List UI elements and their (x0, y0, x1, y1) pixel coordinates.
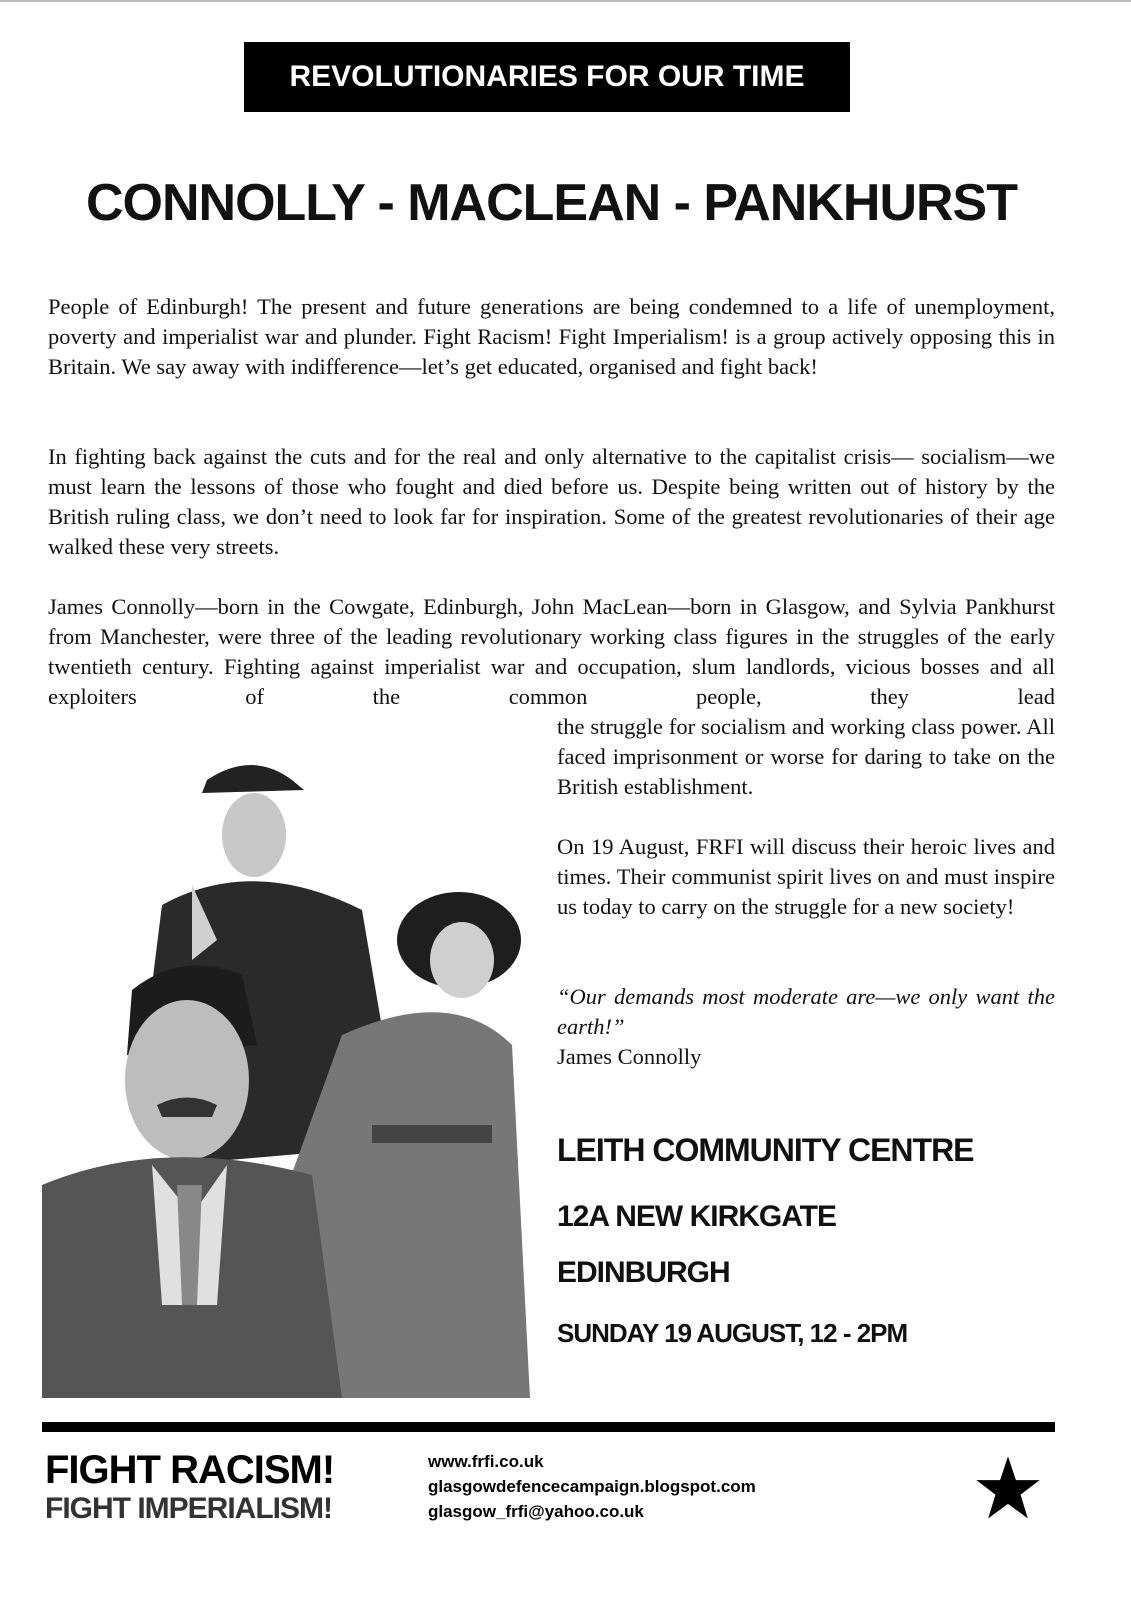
paragraph-3-continued: the struggle for socialism and working class power. All faced imprisonment or worse for daring to take on the British establishment. (557, 714, 1055, 799)
headline (48, 168, 1055, 238)
link-email[interactable]: glasgow_frfi@yahoo.co.uk (428, 1502, 644, 1521)
link-glasgow-defence-campaign[interactable]: glasgowdefencecampaign.blogspot.com (428, 1477, 756, 1496)
venue-name: LEITH COMMUNITY CENTRE (557, 1132, 974, 1168)
slogan-fight-racism: FIGHT RACISM! (45, 1448, 335, 1492)
paragraph-4: On 19 August, FRFI will discuss their heroic lives and times. Their communist spirit lives on and must inspire us today to carry on the struggle for a new society! (557, 834, 1055, 919)
slogan-fight-imperialism: FIGHT IMPERIALISM! (45, 1492, 332, 1525)
revolutionaries-photo-collage (42, 745, 530, 1398)
series-title: REVOLUTIONARIES FOR OUR TIME (289, 60, 805, 93)
venue-address: 12A NEW KIRKGATE (557, 1200, 837, 1233)
event-datetime: SUNDAY 19 AUGUST, 12 - 2PM (557, 1318, 908, 1348)
quote: “Our demands most moderate are—we only want the earth!” (557, 984, 1055, 1039)
top-border (0, 0, 1131, 2)
quote-author: James Connolly (557, 1044, 702, 1069)
venue-city: EDINBURGH (557, 1256, 730, 1289)
paragraph-1: People of Edinburgh! The present and future generations are being condemned to a life of unemployment, poverty and imperialist war and plunder. Fight Racism! Fight Imperialism! is a group actively opposing this in Britain. We say away with indifference—let’s get educated, organised and fight back! (48, 294, 1055, 379)
footer-divider (42, 1422, 1055, 1432)
star-icon (975, 1455, 1041, 1521)
series-title-banner (244, 42, 850, 112)
paragraph-3: James Connolly—born in the Cowgate, Edinburgh, John MacLean—born in Glasgow, and Sylvia Pankhurst from Manchester, were three of the leading revolutionary working class figures in the struggles of the early twentieth century. Fighting against imperialist war and occupation, slum landlords, vicious bosses and all exploiters of the common people, they lead (48, 594, 1055, 709)
paragraph-2: In fighting back against the cuts and for the real and only alternative to the capitalist crisis— socialism—we must learn the lessons of those who fought and died before us. Despite being written out of history by the British ruling class, we don’t need to look far for inspiration. Some of the greatest revolutionaries of their age walked these very streets. (48, 444, 1055, 559)
link-frfi-website[interactable]: www.frfi.co.uk (428, 1452, 544, 1471)
headline-text: CONNOLLY - MACLEAN - PANKHURST (85, 174, 1018, 232)
